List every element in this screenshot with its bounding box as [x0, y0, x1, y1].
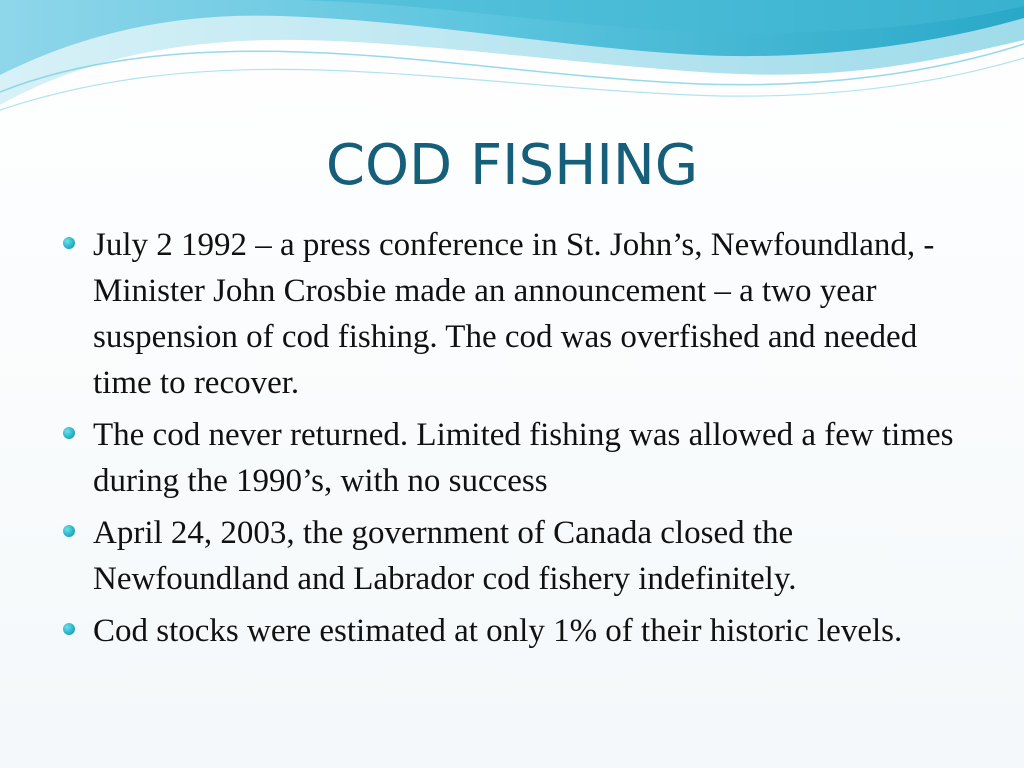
bullet-text: The cod never returned. Limited fishing was allowed a few times during the 1990’s, with no success [93, 417, 954, 499]
bullet-dot-icon [63, 525, 75, 537]
bullet-item [60, 510, 980, 602]
bullet-dot-icon [63, 237, 75, 249]
decorative-wave-header [0, 0, 1024, 130]
bullet-item [60, 608, 980, 654]
bullet-text: April 24, 2003, the government of Canada closed the Newfoundland and Labrador cod fishery indefinitely. [93, 515, 797, 597]
bullet-text: July 2 1992 – a press conference in St. John’s, Newfoundland, - Minister John Crosbie made an announcement – a two year suspension of cod fishing. The cod was overfished and needed time to recover. [93, 227, 935, 401]
bullet-list [60, 222, 980, 660]
bullet-item [60, 412, 980, 504]
bullet-text: Cod stocks were estimated at only 1% of their historic levels. [93, 613, 903, 649]
bullet-dot-icon [63, 623, 75, 635]
slide-title: COD FISHING [325, 133, 699, 198]
bullet-item [60, 222, 980, 406]
bullet-dot-icon [63, 427, 75, 439]
